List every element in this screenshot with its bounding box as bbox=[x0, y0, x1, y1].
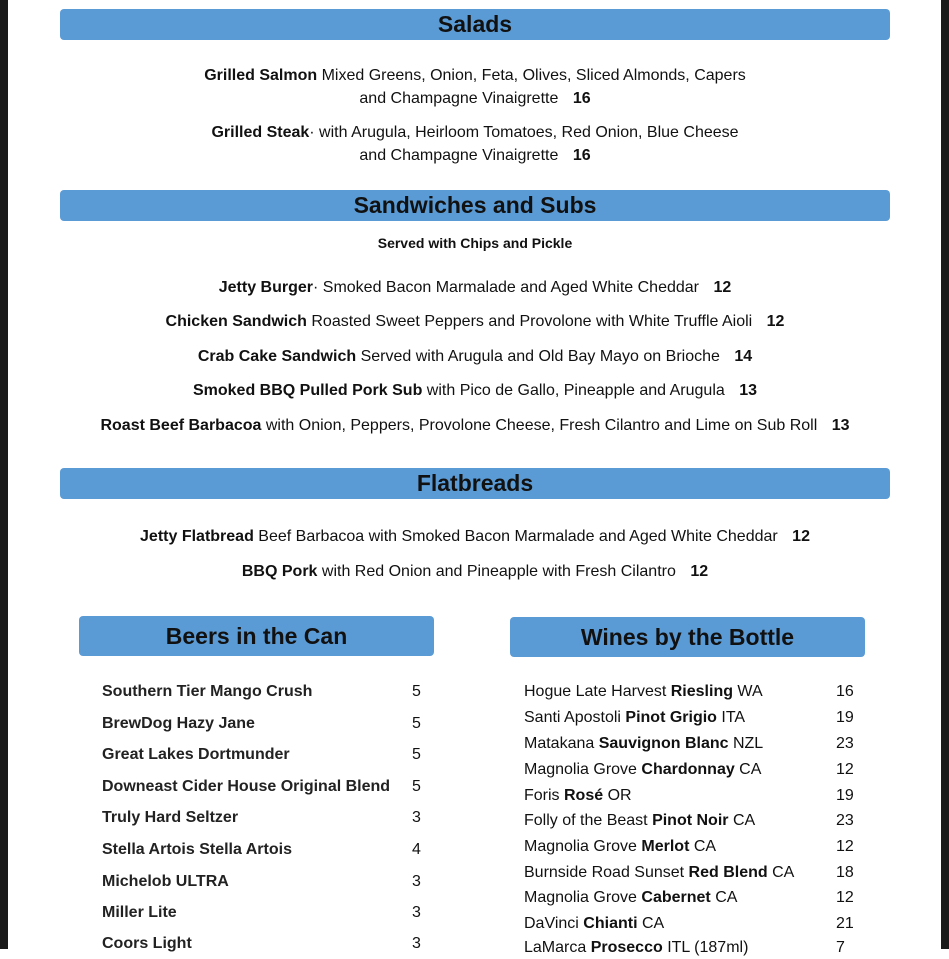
beer-price: 4 bbox=[412, 841, 421, 858]
wine-price: 21 bbox=[836, 915, 854, 932]
menu-item-grilled-steak bbox=[60, 121, 890, 167]
item-desc: · with Arugula, Heirloom Tomatoes, Red Onion, Blue Cheese bbox=[309, 124, 739, 141]
wine-varietal: Chardonnay bbox=[641, 761, 735, 778]
wine-varietal: Pinot Grigio bbox=[625, 709, 717, 726]
item-name: Grilled Salmon bbox=[204, 67, 318, 84]
wine-name bbox=[524, 810, 755, 832]
salads-title: Salads bbox=[437, 11, 513, 37]
item-desc: Beef Barbacoa with Smoked Bacon Marmalade and Aged White Cheddar bbox=[258, 528, 778, 545]
wine-name bbox=[524, 887, 737, 909]
wine-producer: Hogue Late Harvest bbox=[524, 683, 671, 700]
wine-region: CA bbox=[637, 915, 665, 932]
menu-item-bbq-pork bbox=[60, 560, 890, 583]
item-desc: with Onion, Peppers, Provolone Cheese, Fresh Cilantro and Lime on Sub Roll bbox=[265, 417, 818, 434]
menu-item-crab-cake-sandwich bbox=[60, 345, 890, 368]
beer-price: 3 bbox=[412, 873, 421, 890]
wine-varietal: Rosé bbox=[564, 787, 604, 804]
wine-price: 19 bbox=[836, 787, 854, 804]
item-name: Crab Cake Sandwich bbox=[197, 348, 357, 365]
wine-producer: Matakana bbox=[524, 735, 599, 752]
wine-name bbox=[524, 913, 664, 935]
wine-price: 7 bbox=[836, 939, 845, 956]
beer-name: Southern Tier Mango Crush bbox=[102, 683, 313, 700]
menu-item-jetty-burger bbox=[60, 276, 890, 299]
wine-producer: LaMarca bbox=[524, 939, 591, 956]
item-price: 16 bbox=[572, 147, 591, 164]
beer-price: 3 bbox=[412, 935, 421, 952]
item-price: 12 bbox=[766, 313, 785, 330]
wine-varietal: Red Blend bbox=[688, 864, 768, 881]
wine-price: 16 bbox=[836, 683, 854, 700]
wine-name bbox=[524, 785, 632, 807]
wine-region: CA bbox=[767, 864, 795, 881]
wine-varietal: Sauvignon Blanc bbox=[598, 735, 729, 752]
beer-name: Downeast Cider House Original Blend bbox=[102, 778, 391, 795]
beer-name: Truly Hard Seltzer bbox=[102, 809, 239, 826]
wines-header bbox=[510, 617, 865, 657]
beer-price: 5 bbox=[412, 683, 421, 700]
wine-name bbox=[524, 937, 748, 959]
wine-producer: Magnolia Grove bbox=[524, 761, 642, 778]
beer-price: 5 bbox=[412, 746, 421, 763]
wine-producer: DaVinci bbox=[524, 915, 584, 932]
item-name: Chicken Sandwich bbox=[165, 313, 307, 330]
wine-producer: Santi Apostoli bbox=[524, 709, 626, 726]
item-name: Smoked BBQ Pulled Pork Sub bbox=[192, 382, 423, 399]
beer-name: Coors Light bbox=[102, 935, 192, 952]
salads-header bbox=[60, 9, 890, 40]
beer-price: 3 bbox=[412, 809, 421, 826]
beers-header bbox=[79, 616, 434, 656]
item-price: 13 bbox=[831, 417, 850, 434]
beer-price: 3 bbox=[412, 904, 421, 921]
item-price: 13 bbox=[739, 382, 758, 399]
beer-name: BrewDog Hazy Jane bbox=[102, 715, 255, 732]
wine-name bbox=[524, 707, 745, 729]
item-desc-2: and Champagne Vinaigrette bbox=[359, 90, 559, 107]
beer-name: Stella Artois Stella Artois bbox=[102, 841, 292, 858]
beer-name: Michelob ULTRA bbox=[102, 873, 229, 890]
item-price: 12 bbox=[713, 279, 732, 296]
wine-region: WA bbox=[732, 683, 763, 700]
item-name: Jetty Flatbread bbox=[140, 528, 254, 545]
item-desc: · Smoked Bacon Marmalade and Aged White Cheddar bbox=[313, 279, 699, 296]
item-price: 12 bbox=[792, 528, 810, 545]
flatbreads-header bbox=[60, 468, 890, 499]
wine-name bbox=[524, 681, 763, 703]
wine-varietal: Merlot bbox=[641, 838, 690, 855]
wine-varietal: Prosecco bbox=[590, 939, 663, 956]
wine-name bbox=[524, 862, 794, 884]
wine-name bbox=[524, 759, 761, 781]
sandwiches-header bbox=[60, 190, 890, 221]
wine-varietal: Riesling bbox=[670, 683, 733, 700]
item-name: Jetty Burger bbox=[218, 279, 313, 296]
wine-price: 19 bbox=[836, 709, 854, 726]
wine-producer: Magnolia Grove bbox=[524, 889, 642, 906]
beer-name: Miller Lite bbox=[102, 904, 177, 921]
menu-item-grilled-salmon bbox=[60, 64, 890, 110]
menu-item-chicken-sandwich bbox=[60, 310, 890, 333]
wine-price: 18 bbox=[836, 864, 854, 881]
wine-price: 23 bbox=[836, 812, 854, 829]
item-desc: Roasted Sweet Peppers and Provolone with White Truffle Aioli bbox=[311, 313, 753, 330]
wine-price: 23 bbox=[836, 735, 854, 752]
wine-region: NZL bbox=[728, 735, 764, 752]
wine-region: CA bbox=[728, 812, 756, 829]
item-price: 12 bbox=[690, 563, 709, 580]
beer-price: 5 bbox=[412, 778, 421, 795]
wines-title: Wines by the Bottle bbox=[580, 623, 795, 650]
beers-title: Beers in the Can bbox=[165, 622, 348, 649]
wine-varietal: Chianti bbox=[583, 915, 638, 932]
wine-price: 12 bbox=[836, 889, 854, 906]
item-desc: Served with Arugula and Old Bay Mayo on Brioche bbox=[360, 348, 720, 365]
menu-item-roast-beef-barbacoa bbox=[60, 414, 890, 437]
wine-region: ITL (187ml) bbox=[662, 939, 749, 956]
wine-name bbox=[524, 836, 716, 858]
wine-producer: Foris bbox=[524, 787, 564, 804]
item-desc: Mixed Greens, Onion, Feta, Olives, Sliced Almonds, Capers bbox=[321, 67, 746, 84]
item-name: BBQ Pork bbox=[241, 563, 318, 580]
wine-varietal: Cabernet bbox=[641, 889, 711, 906]
item-name: Grilled Steak bbox=[211, 124, 310, 141]
right-frame-border bbox=[941, 0, 949, 949]
beer-name: Great Lakes Dortmunder bbox=[102, 746, 290, 763]
wine-producer: Folly of the Beast bbox=[524, 812, 653, 829]
beer-price: 5 bbox=[412, 715, 421, 732]
item-name: Roast Beef Barbacoa bbox=[100, 417, 262, 434]
flatbreads-title: Flatbreads bbox=[416, 470, 534, 496]
sandwiches-subtitle: Served with Chips and Pickle bbox=[377, 235, 573, 251]
wine-producer: Burnside Road Sunset bbox=[524, 864, 689, 881]
menu-item-jetty-flatbread bbox=[60, 525, 890, 548]
left-frame-border bbox=[0, 0, 8, 949]
item-price: 16 bbox=[572, 90, 591, 107]
wine-region: CA bbox=[734, 761, 762, 778]
item-desc: with Pico de Gallo, Pineapple and Arugula bbox=[426, 382, 725, 399]
wine-region: ITA bbox=[716, 709, 746, 726]
wine-varietal: Pinot Noir bbox=[652, 812, 729, 829]
sandwiches-title: Sandwiches and Subs bbox=[353, 192, 597, 218]
wine-name bbox=[524, 733, 763, 755]
wine-region: CA bbox=[689, 838, 717, 855]
menu-item-pulled-pork-sub bbox=[60, 379, 890, 402]
item-desc: with Red Onion and Pineapple with Fresh Cilantro bbox=[321, 563, 676, 580]
wine-price: 12 bbox=[836, 838, 854, 855]
item-price: 14 bbox=[734, 348, 753, 365]
wine-region: OR bbox=[603, 787, 632, 804]
wine-producer: Magnolia Grove bbox=[524, 838, 642, 855]
wine-price: 12 bbox=[836, 761, 854, 778]
item-desc-2: and Champagne Vinaigrette bbox=[359, 147, 559, 164]
wine-region: CA bbox=[710, 889, 738, 906]
